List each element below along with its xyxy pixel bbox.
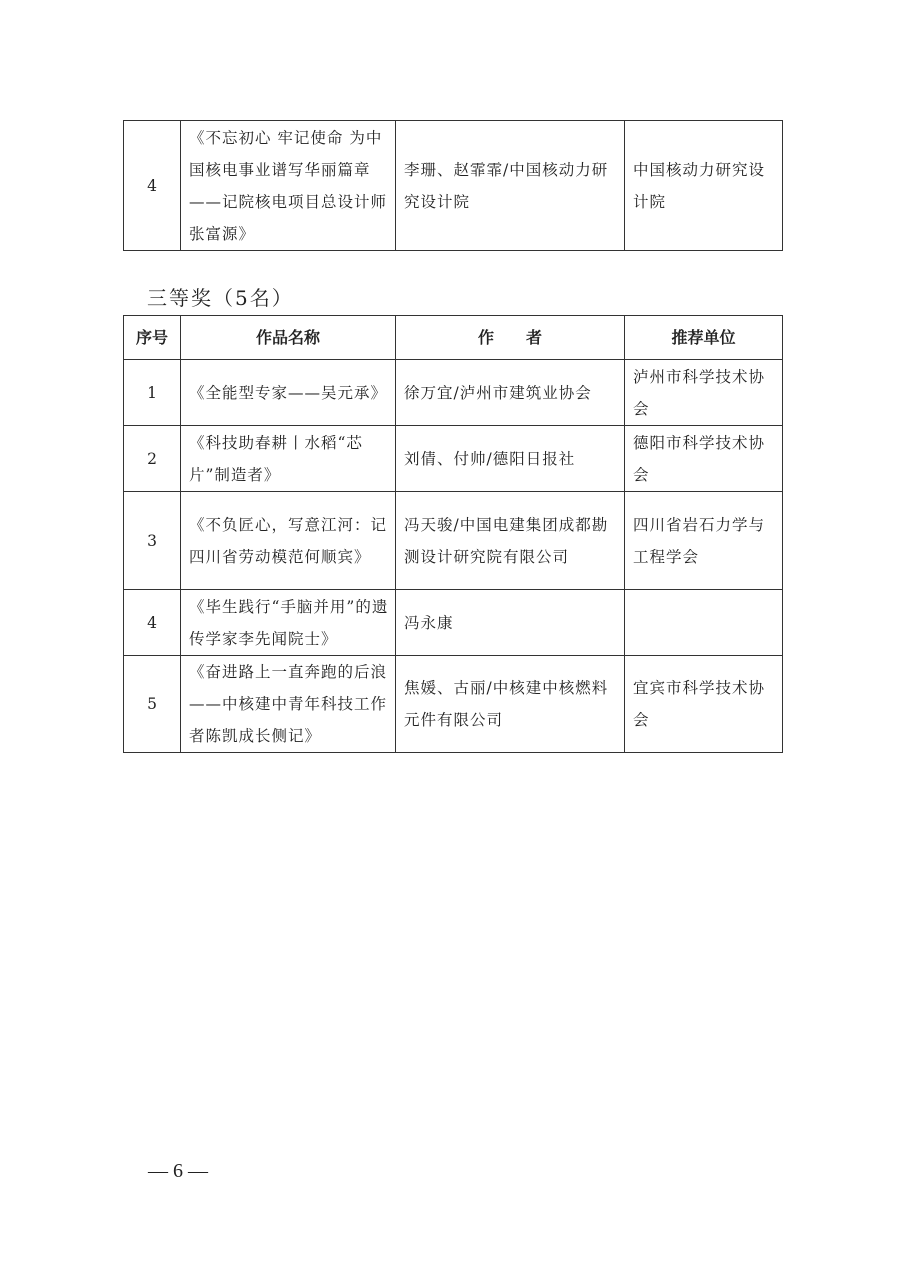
table-header-row: [124, 316, 783, 360]
header-unit: 推荐单位: [625, 316, 783, 360]
header-number: 序号: [124, 316, 181, 360]
table-row: [124, 590, 783, 656]
row-number: 4: [124, 590, 181, 656]
award-table-continued: [123, 120, 783, 251]
recommending-unit: 四川省岩石力学与工程学会: [625, 492, 783, 590]
row-number: 3: [124, 492, 181, 590]
author: 刘倩、付帅/德阳日报社: [396, 426, 625, 492]
work-title: 《科技助春耕丨水稻“芯片”制造者》: [181, 426, 396, 492]
row-number: 2: [124, 426, 181, 492]
table-row: [124, 121, 783, 251]
recommending-unit: [625, 590, 783, 656]
author: 冯天骏/中国电建集团成都勘测设计研究院有限公司: [396, 492, 625, 590]
work-title: 《毕生践行“手脑并用”的遗传学家李先闻院士》: [181, 590, 396, 656]
header-title: 作品名称: [181, 316, 396, 360]
author: 李珊、赵霏霏/中国核动力研究设计院: [396, 121, 625, 251]
work-title: 《奋进路上一直奔跑的后浪——中核建中青年科技工作者陈凯成长侧记》: [181, 656, 396, 753]
row-number: 5: [124, 656, 181, 753]
recommending-unit: 德阳市科学技术协会: [625, 426, 783, 492]
recommending-unit: 泸州市科学技术协会: [625, 360, 783, 426]
recommending-unit: 中国核动力研究设计院: [625, 121, 783, 251]
row-number: 1: [124, 360, 181, 426]
table-row: [124, 492, 783, 590]
author: 徐万宜/泸州市建筑业协会: [396, 360, 625, 426]
work-title: 《不忘初心 牢记使命 为中国核电事业谱写华丽篇章——记院核电项目总设计师张富源》: [181, 121, 396, 251]
work-title: 《不负匠心，写意江河：记四川省劳动模范何顺宾》: [181, 492, 396, 590]
header-author: 作 者: [396, 316, 625, 360]
section-title-third-prize: 三等奖（5名）: [147, 286, 294, 310]
third-prize-table: [123, 315, 783, 753]
table-row: [124, 656, 783, 753]
work-title: 《全能型专家——吴元承》: [181, 360, 396, 426]
row-number: 4: [124, 121, 181, 251]
author: 冯永康: [396, 590, 625, 656]
table-row: [124, 360, 783, 426]
page-number: — 6 —: [148, 1160, 208, 1182]
recommending-unit: 宜宾市科学技术协会: [625, 656, 783, 753]
author: 焦媛、古丽/中核建中核燃料元件有限公司: [396, 656, 625, 753]
table-row: [124, 426, 783, 492]
